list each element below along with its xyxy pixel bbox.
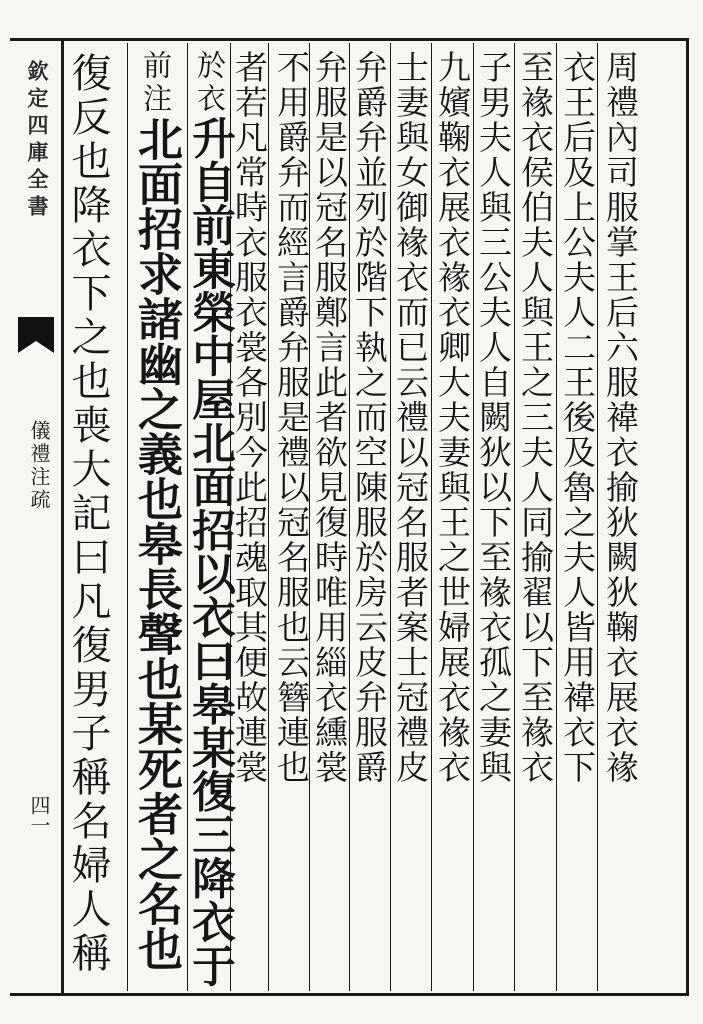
column-text: 至褖衣侯伯夫人與王之三夫人同揄翟以下至褖衣 (516, 50, 555, 785)
column-text: 周禮內司服掌王后六服褘衣揄狄闕狄鞠衣展衣褖 (601, 50, 640, 785)
column-lead-text: 前注 (139, 50, 173, 116)
text-column (309, 50, 349, 785)
text-column (349, 50, 389, 785)
column-text: 弁服是以冠名服鄭言此者欲見復時唯用緇衣纁裳 (310, 50, 349, 785)
text-column (473, 50, 513, 785)
column-text: 弁爵弁並列於階下執之而空陳服於房云皮弁服爵 (350, 50, 389, 785)
text-column (515, 50, 555, 785)
column-text: 子男夫人與三公夫人自闕狄以下至褖衣孤之妻與 (474, 50, 513, 785)
text-column (185, 50, 235, 987)
fishtail-mark-icon (16, 315, 56, 355)
column-rule (127, 43, 128, 991)
margin-work-title: 儀禮注疏 (27, 420, 51, 512)
text-column (64, 52, 112, 976)
text-column (600, 50, 640, 785)
column-text: 不用爵弁而經言爵弁服是禮以冠名服也云簪連也 (272, 50, 311, 785)
column-rule (597, 43, 598, 991)
column-text: 士妻與女御褖衣而已云禮以冠名服者案士冠禮皮 (391, 50, 430, 785)
column-text: 衣王后及上公夫人二王後及魯之夫人皆用褘衣下 (558, 50, 597, 785)
column-text: 者若凡常時衣服衣裳各別今此招魂取其便故連裳 (230, 50, 269, 785)
text-column (390, 50, 430, 785)
text-column (271, 50, 311, 785)
column-text: 復反也降衣下之也喪大記曰凡復男子稱名婦人稱 (65, 52, 111, 976)
margin-book-title: 欽定四庫全書 (25, 60, 50, 222)
text-column (432, 50, 472, 785)
text-column (131, 50, 181, 971)
column-text: 九嬪鞠衣展衣褖衣卿大夫妻與王之世婦展衣褖衣 (433, 50, 472, 785)
column-text: 北面招求諸幽之義也皋長聲也某死者之名也 (130, 116, 183, 971)
margin-page-number: 四一 (27, 795, 51, 835)
column-lead-text: 於衣 (193, 50, 227, 116)
column-text: 升自前東榮中屋北面招以衣曰皋某復三降衣于 (185, 116, 236, 987)
text-column (557, 50, 597, 785)
